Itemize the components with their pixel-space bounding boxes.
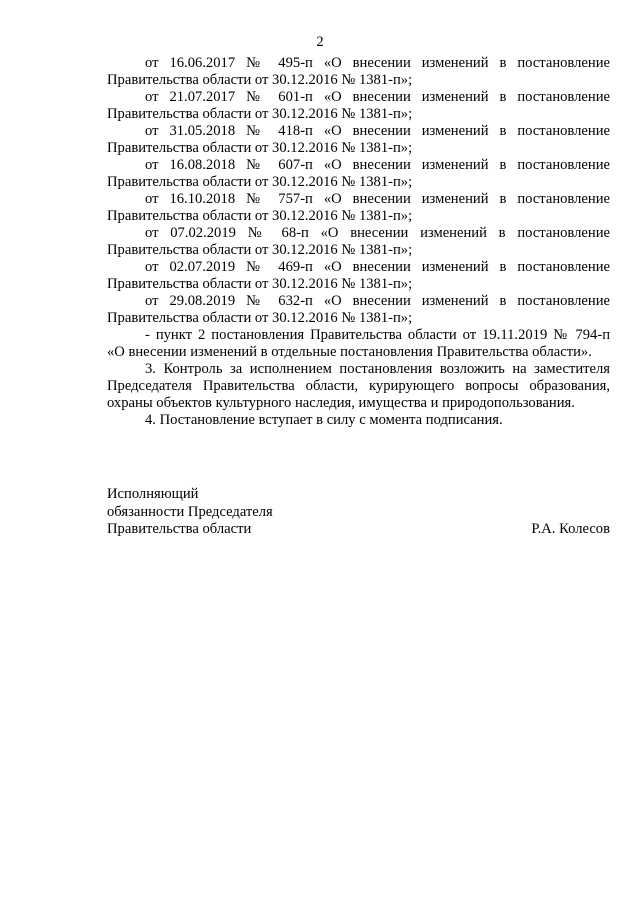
- signatory-position-line: Исполняющий: [107, 486, 199, 502]
- clause-3-paragraph: [107, 361, 610, 412]
- amendment-line: Правительства области от 30.12.2016 № 1381-п»;: [107, 276, 413, 292]
- document-body: [107, 55, 610, 429]
- clause-4-paragraph: [107, 412, 610, 429]
- signatory-position-line: обязанности Председателя: [107, 503, 273, 520]
- amendment-item: [107, 123, 610, 157]
- amendment-item: [107, 89, 610, 123]
- clause-3-line: охраны объектов культурного наследия, имущества и природопользования.: [107, 395, 575, 411]
- amendment-item: [107, 55, 610, 89]
- amendment-line: от 07.02.2019 № 68-п «О внесении изменений в постановление: [145, 225, 610, 241]
- clause-3-line: 3. Контроль за исполнением постановления возложить на заместителя: [145, 361, 610, 377]
- amendment-item: [107, 259, 610, 293]
- amendment-line: Правительства области от 30.12.2016 № 1381-п»;: [107, 174, 413, 190]
- amendment-line: Правительства области от 30.12.2016 № 1381-п»;: [107, 310, 413, 326]
- signatory-position-line: Правительства области: [107, 521, 252, 537]
- amendment-line: от 16.10.2018 № 757-п «О внесении изменений в постановление: [145, 191, 610, 207]
- amendment-line: от 29.08.2019 № 632-п «О внесении изменений в постановление: [145, 293, 610, 309]
- amendment-item: [107, 225, 610, 259]
- clause-4-line: 4. Постановление вступает в силу с момента подписания.: [145, 412, 503, 428]
- clause-3-line: Председателя Правительства области, курирующего вопросы образования,: [107, 378, 610, 394]
- amendment-line: Правительства области от 30.12.2016 № 1381-п»;: [107, 140, 413, 156]
- amendment-item: [107, 293, 610, 327]
- amendment-line: от 16.08.2018 № 607-п «О внесении изменений в постановление: [145, 157, 610, 173]
- amendment-item: [107, 157, 610, 191]
- amendment-line: Правительства области от 30.12.2016 № 1381-п»;: [107, 72, 413, 88]
- amendment-line: от 16.06.2017 № 495-п «О внесении изменений в постановление: [145, 55, 610, 71]
- amendment-line: Правительства области от 30.12.2016 № 1381-п»;: [107, 208, 413, 224]
- signature-row: [107, 521, 610, 539]
- amendment-line: Правительства области от 30.12.2016 № 1381-п»;: [107, 106, 413, 122]
- signatory-name: Р.А. Колесов: [531, 521, 610, 537]
- amendment-item: [107, 191, 610, 225]
- point2-line: «О внесении изменений в отдельные постановления Правительства области».: [107, 344, 592, 360]
- amendment-line: Правительства области от 30.12.2016 № 1381-п»;: [107, 242, 413, 258]
- amendment-line: от 31.05.2018 № 418-п «О внесении изменений в постановление: [145, 123, 610, 139]
- signature-block: [107, 486, 610, 539]
- page-number: 2: [316, 34, 324, 50]
- amendment-line: от 21.07.2017 № 601-п «О внесении изменений в постановление: [145, 89, 610, 105]
- point2-line: - пункт 2 постановления Правительства области от 19.11.2019 № 794-п: [145, 327, 610, 343]
- amendment-line: от 02.07.2019 № 469-п «О внесении изменений в постановление: [145, 259, 610, 275]
- point2-paragraph: [107, 327, 610, 361]
